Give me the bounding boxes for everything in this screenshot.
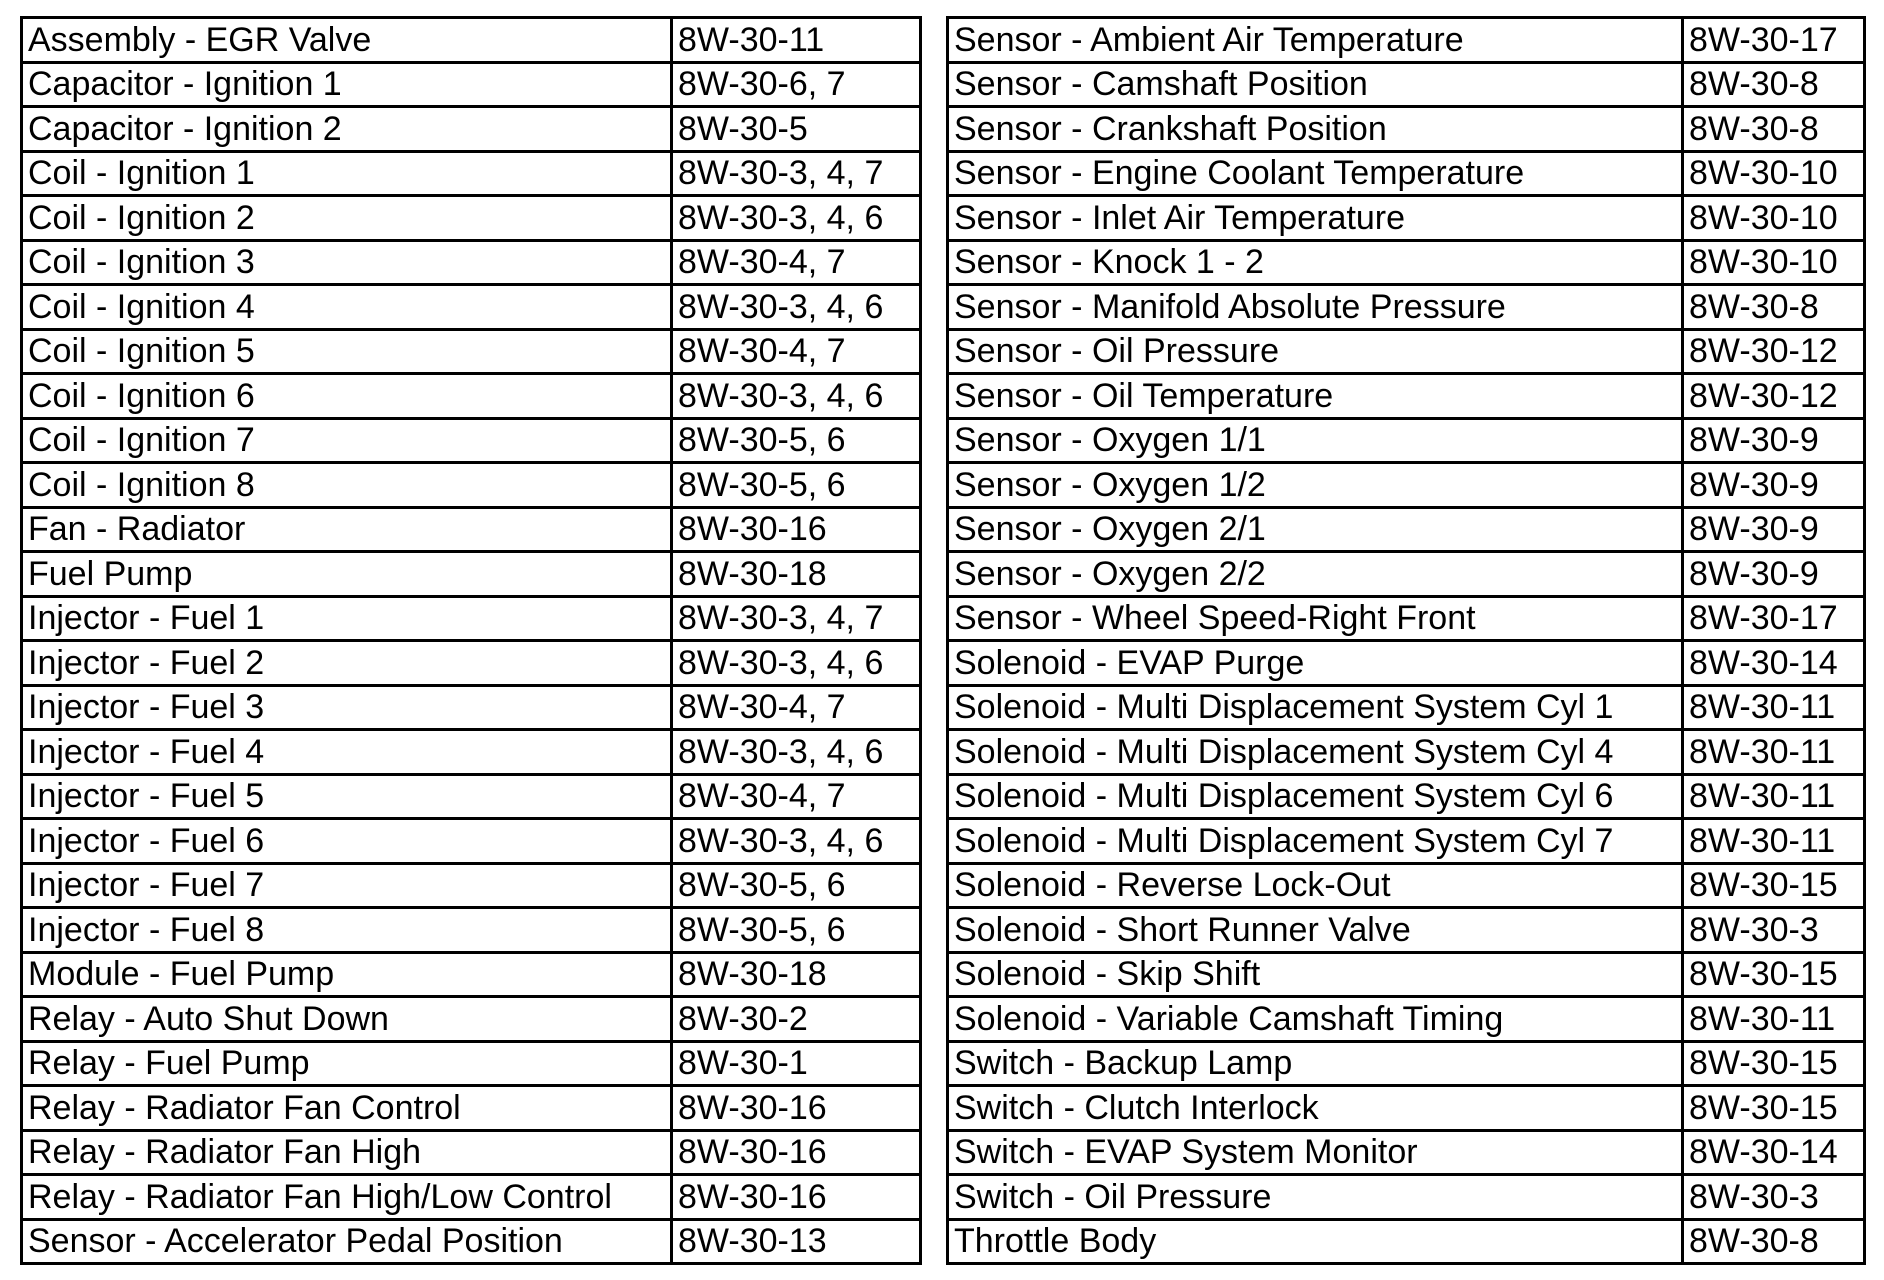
- table-row: [22, 1175, 921, 1220]
- page-reference-cell: 8W-30-5, 6: [672, 463, 921, 508]
- page-reference-cell: 8W-30-16: [672, 507, 921, 552]
- component-name-cell: Sensor - Engine Coolant Temperature: [948, 151, 1683, 196]
- component-name-cell: Switch - Clutch Interlock: [948, 1086, 1683, 1131]
- table-row: [22, 463, 921, 508]
- page-reference-cell: 8W-30-11: [672, 18, 921, 63]
- page-reference-cell: 8W-30-3, 4, 6: [672, 196, 921, 241]
- page-reference-cell: 8W-30-9: [1683, 418, 1865, 463]
- table-row: [948, 507, 1865, 552]
- page-reference-cell: 8W-30-9: [1683, 507, 1865, 552]
- page-reference-cell: 8W-30-4, 7: [672, 685, 921, 730]
- page-reference-cell: 8W-30-9: [1683, 463, 1865, 508]
- component-name-cell: Injector - Fuel 4: [22, 730, 672, 775]
- component-name-cell: Coil - Ignition 2: [22, 196, 672, 241]
- table-row: [948, 151, 1865, 196]
- table-body: [948, 18, 1865, 1264]
- page-reference-cell: 8W-30-15: [1683, 1041, 1865, 1086]
- table-row: [22, 685, 921, 730]
- component-name-cell: Capacitor - Ignition 1: [22, 62, 672, 107]
- page-reference-cell: 8W-30-16: [672, 1086, 921, 1131]
- table-row: [22, 196, 921, 241]
- component-index-table-right: [946, 16, 1866, 1265]
- page-reference-cell: 8W-30-3, 4, 6: [672, 285, 921, 330]
- component-name-cell: Injector - Fuel 3: [22, 685, 672, 730]
- component-index-table-left: [20, 16, 922, 1265]
- component-name-cell: Coil - Ignition 3: [22, 240, 672, 285]
- table-row: [948, 107, 1865, 152]
- table-row: [22, 285, 921, 330]
- page-reference-cell: 8W-30-3, 4, 7: [672, 596, 921, 641]
- page-reference-cell: 8W-30-11: [1683, 997, 1865, 1042]
- page-reference-cell: 8W-30-4, 7: [672, 774, 921, 819]
- table-row: [948, 997, 1865, 1042]
- page-reference-cell: 8W-30-5, 6: [672, 418, 921, 463]
- component-name-cell: Sensor - Oil Pressure: [948, 329, 1683, 374]
- component-name-cell: Fan - Radiator: [22, 507, 672, 552]
- table-row: [22, 151, 921, 196]
- table-row: [22, 641, 921, 686]
- component-name-cell: Sensor - Oxygen 1/2: [948, 463, 1683, 508]
- page-reference-cell: 8W-30-16: [672, 1130, 921, 1175]
- table-row: [22, 552, 921, 597]
- page-reference-cell: 8W-30-4, 7: [672, 329, 921, 374]
- component-name-cell: Sensor - Knock 1 - 2: [948, 240, 1683, 285]
- page-reference-cell: 8W-30-1: [672, 1041, 921, 1086]
- component-name-cell: Solenoid - Multi Displacement System Cyl 6: [948, 774, 1683, 819]
- component-name-cell: Coil - Ignition 7: [22, 418, 672, 463]
- page-reference-cell: 8W-30-11: [1683, 730, 1865, 775]
- component-name-cell: Relay - Radiator Fan Control: [22, 1086, 672, 1131]
- table-row: [22, 18, 921, 63]
- page-reference-cell: 8W-30-3, 4, 6: [672, 730, 921, 775]
- page-reference-cell: 8W-30-6, 7: [672, 62, 921, 107]
- component-name-cell: Coil - Ignition 1: [22, 151, 672, 196]
- table-row: [948, 908, 1865, 953]
- table-row: [948, 196, 1865, 241]
- table-row: [948, 596, 1865, 641]
- page-reference-cell: 8W-30-3, 4, 6: [672, 819, 921, 864]
- page-reference-cell: 8W-30-9: [1683, 552, 1865, 597]
- component-name-cell: Coil - Ignition 8: [22, 463, 672, 508]
- component-name-cell: Solenoid - EVAP Purge: [948, 641, 1683, 686]
- page-reference-cell: 8W-30-17: [1683, 596, 1865, 641]
- component-name-cell: Solenoid - Skip Shift: [948, 952, 1683, 997]
- table-row: [22, 730, 921, 775]
- page-reference-cell: 8W-30-5: [672, 107, 921, 152]
- component-name-cell: Switch - EVAP System Monitor: [948, 1130, 1683, 1175]
- table-row: [22, 952, 921, 997]
- page-reference-cell: 8W-30-3, 4, 7: [672, 151, 921, 196]
- page-reference-cell: 8W-30-3: [1683, 1175, 1865, 1220]
- component-name-cell: Solenoid - Reverse Lock-Out: [948, 863, 1683, 908]
- component-name-cell: Assembly - EGR Valve: [22, 18, 672, 63]
- component-name-cell: Relay - Auto Shut Down: [22, 997, 672, 1042]
- component-name-cell: Solenoid - Short Runner Valve: [948, 908, 1683, 953]
- page-reference-cell: 8W-30-4, 7: [672, 240, 921, 285]
- page-reference-cell: 8W-30-10: [1683, 196, 1865, 241]
- component-name-cell: Sensor - Oil Temperature: [948, 374, 1683, 419]
- component-name-cell: Relay - Radiator Fan High: [22, 1130, 672, 1175]
- component-name-cell: Sensor - Inlet Air Temperature: [948, 196, 1683, 241]
- table-row: [948, 285, 1865, 330]
- table-row: [948, 952, 1865, 997]
- component-name-cell: Relay - Fuel Pump: [22, 1041, 672, 1086]
- component-name-cell: Module - Fuel Pump: [22, 952, 672, 997]
- table-row: [948, 1130, 1865, 1175]
- table-body: [22, 18, 921, 1264]
- page-reference-cell: 8W-30-12: [1683, 374, 1865, 419]
- component-name-cell: Capacitor - Ignition 2: [22, 107, 672, 152]
- table-row: [22, 107, 921, 152]
- table-row: [22, 62, 921, 107]
- page-reference-cell: 8W-30-16: [672, 1175, 921, 1220]
- table-row: [948, 1086, 1865, 1131]
- table-row: [948, 685, 1865, 730]
- component-name-cell: Sensor - Accelerator Pedal Position: [22, 1219, 672, 1264]
- component-name-cell: Switch - Backup Lamp: [948, 1041, 1683, 1086]
- table-row: [22, 997, 921, 1042]
- table-row: [948, 1041, 1865, 1086]
- component-name-cell: Injector - Fuel 6: [22, 819, 672, 864]
- page-reference-cell: 8W-30-17: [1683, 18, 1865, 63]
- page-reference-cell: 8W-30-8: [1683, 1219, 1865, 1264]
- table-row: [22, 329, 921, 374]
- table-row: [22, 374, 921, 419]
- page-reference-cell: 8W-30-15: [1683, 952, 1865, 997]
- page-reference-cell: 8W-30-11: [1683, 819, 1865, 864]
- page-reference-cell: 8W-30-2: [672, 997, 921, 1042]
- page-reference-cell: 8W-30-18: [672, 552, 921, 597]
- table-row: [948, 240, 1865, 285]
- table-row: [22, 1041, 921, 1086]
- table-row: [948, 1219, 1865, 1264]
- page-reference-cell: 8W-30-8: [1683, 62, 1865, 107]
- table-row: [948, 863, 1865, 908]
- table-row: [22, 819, 921, 864]
- component-name-cell: Relay - Radiator Fan High/Low Control: [22, 1175, 672, 1220]
- component-name-cell: Injector - Fuel 2: [22, 641, 672, 686]
- component-name-cell: Fuel Pump: [22, 552, 672, 597]
- table-row: [22, 507, 921, 552]
- page-reference-cell: 8W-30-5, 6: [672, 863, 921, 908]
- component-name-cell: Coil - Ignition 5: [22, 329, 672, 374]
- page-reference-cell: 8W-30-8: [1683, 107, 1865, 152]
- page-reference-cell: 8W-30-11: [1683, 774, 1865, 819]
- page-reference-cell: 8W-30-8: [1683, 285, 1865, 330]
- table-row: [948, 62, 1865, 107]
- table-row: [948, 463, 1865, 508]
- table-row: [22, 596, 921, 641]
- component-name-cell: Solenoid - Variable Camshaft Timing: [948, 997, 1683, 1042]
- table-row: [948, 329, 1865, 374]
- component-name-cell: Injector - Fuel 5: [22, 774, 672, 819]
- page-reference-cell: 8W-30-14: [1683, 641, 1865, 686]
- table-row: [948, 641, 1865, 686]
- component-name-cell: Coil - Ignition 6: [22, 374, 672, 419]
- component-name-cell: Switch - Oil Pressure: [948, 1175, 1683, 1220]
- component-name-cell: Sensor - Oxygen 1/1: [948, 418, 1683, 463]
- table-row: [948, 418, 1865, 463]
- table-row: [22, 863, 921, 908]
- table-row: [22, 1130, 921, 1175]
- component-name-cell: Injector - Fuel 1: [22, 596, 672, 641]
- component-name-cell: Solenoid - Multi Displacement System Cyl 7: [948, 819, 1683, 864]
- table-row: [948, 774, 1865, 819]
- page-reference-cell: 8W-30-3, 4, 6: [672, 641, 921, 686]
- page-reference-cell: 8W-30-10: [1683, 240, 1865, 285]
- page-reference-cell: 8W-30-14: [1683, 1130, 1865, 1175]
- table-row: [948, 730, 1865, 775]
- table-row: [22, 774, 921, 819]
- component-name-cell: Solenoid - Multi Displacement System Cyl 4: [948, 730, 1683, 775]
- page-reference-cell: 8W-30-11: [1683, 685, 1865, 730]
- page-reference-cell: 8W-30-5, 6: [672, 908, 921, 953]
- component-name-cell: Injector - Fuel 8: [22, 908, 672, 953]
- component-name-cell: Sensor - Crankshaft Position: [948, 107, 1683, 152]
- table-row: [948, 552, 1865, 597]
- table-row: [22, 240, 921, 285]
- table-row: [948, 1175, 1865, 1220]
- component-name-cell: Solenoid - Multi Displacement System Cyl 1: [948, 685, 1683, 730]
- component-name-cell: Coil - Ignition 4: [22, 285, 672, 330]
- table-row: [22, 908, 921, 953]
- page-reference-cell: 8W-30-3: [1683, 908, 1865, 953]
- table-row: [22, 418, 921, 463]
- component-name-cell: Sensor - Oxygen 2/2: [948, 552, 1683, 597]
- component-name-cell: Sensor - Oxygen 2/1: [948, 507, 1683, 552]
- component-name-cell: Sensor - Ambient Air Temperature: [948, 18, 1683, 63]
- component-name-cell: Injector - Fuel 7: [22, 863, 672, 908]
- page-reference-cell: 8W-30-15: [1683, 1086, 1865, 1131]
- page-reference-cell: 8W-30-10: [1683, 151, 1865, 196]
- component-name-cell: Sensor - Camshaft Position: [948, 62, 1683, 107]
- table-row: [948, 374, 1865, 419]
- page-reference-cell: 8W-30-3, 4, 6: [672, 374, 921, 419]
- page-reference-cell: 8W-30-12: [1683, 329, 1865, 374]
- table-row: [948, 18, 1865, 63]
- page-reference-cell: 8W-30-15: [1683, 863, 1865, 908]
- page-reference-cell: 8W-30-13: [672, 1219, 921, 1264]
- table-row: [948, 819, 1865, 864]
- table-row: [22, 1219, 921, 1264]
- component-name-cell: Sensor - Wheel Speed-Right Front: [948, 596, 1683, 641]
- page-reference-cell: 8W-30-18: [672, 952, 921, 997]
- component-name-cell: Sensor - Manifold Absolute Pressure: [948, 285, 1683, 330]
- table-row: [22, 1086, 921, 1131]
- component-name-cell: Throttle Body: [948, 1219, 1683, 1264]
